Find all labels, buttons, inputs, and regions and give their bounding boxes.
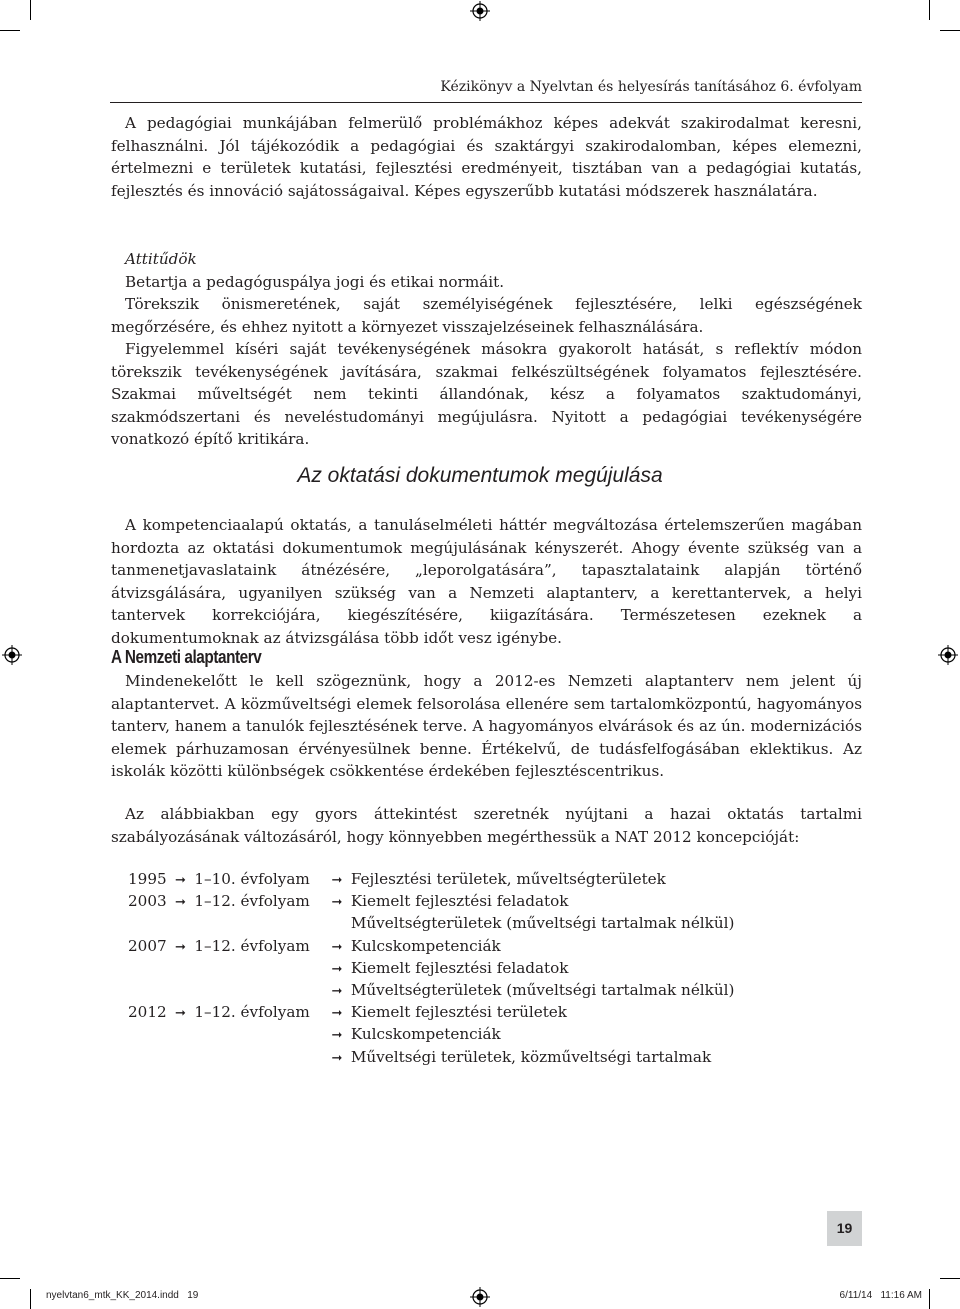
- arrow-icon: ➞: [331, 939, 343, 955]
- timeline-period: 2012 ➞ 1–12. évfolyam: [128, 1003, 310, 1022]
- footer-file-info: nyelvtan6_mtk_KK_2014.indd 19: [46, 1290, 199, 1301]
- registration-mark-right-icon: [938, 645, 958, 665]
- timeline-item: ➞ Kiemelt fejlesztési feladatok: [328, 959, 568, 977]
- arrow-icon: ➞: [331, 1028, 343, 1044]
- timeline-item: ➞ Fejlesztési területek, műveltségterületek: [328, 870, 666, 888]
- timeline-item: ➞ Kiemelt fejlesztési területek: [328, 1003, 567, 1021]
- crop-mark-top-left: [0, 30, 20, 31]
- attitudes-paragraph-1: Betartja a pedagóguspálya jogi és etikai normáit.: [125, 272, 505, 291]
- intro-paragraph: A pedagógiai munkájában felmerülő problémákhoz képes adekvát szakirodalmat keresni, felhasználni. Jól tájékozódik a pedagógiai és szaktárgyi szakirodalomban, képes elemezni, értelmezni e területek kutatási, fejlesztési eredményeit, tisztában van a pedagógiai kutatás, fejlesztés és innováció sajátosságaival. Képes egyszerűbb kutatási módszerek használatára.: [111, 114, 862, 200]
- timeline-period: 2007 ➞ 1–12. évfolyam: [128, 936, 310, 955]
- nat-block: [111, 670, 862, 783]
- crop-mark-top-right: [940, 30, 960, 31]
- arrow-icon: ➞: [331, 873, 343, 888]
- crop-mark-bottom-left: [0, 1278, 20, 1279]
- timeline-item: ➞ Kulcskompetenciák: [328, 937, 501, 955]
- timeline-item: ➞ Kulcskompetenciák: [328, 1025, 501, 1043]
- attitudes-heading: Attitűdök: [125, 250, 197, 268]
- footer-datetime: 6/11/14 11:16 AM: [839, 1290, 922, 1301]
- crop-mark-top-left-v: [30, 0, 31, 20]
- crop-mark-bottom-right: [940, 1278, 960, 1279]
- timeline-item: Műveltségterületek (műveltségi tartalmak nélkül): [350, 914, 735, 933]
- nat-paragraph-2: Az alábbiakban egy gyors áttekintést szeretnék nyújtani a hazai oktatás tartalmi szabályozásának változásáról, hogy könnyebben megérthessük a NAT 2012 koncepcióját:: [111, 805, 862, 846]
- crop-mark-bottom-right-v: [929, 1289, 930, 1309]
- arrow-icon: ➞: [175, 895, 186, 911]
- attitudes-paragraph-2: Törekszik önismeretének, saját személyiségének fejlesztésére, lelki egészségének megőrzésére, és ehhez nyitott a környezet visszajelzéseinek felhasználására.: [111, 295, 862, 336]
- arrow-icon: ➞: [331, 983, 343, 999]
- attitudes-block: [111, 248, 862, 451]
- timeline-item: ➞ Műveltségi területek, közműveltségi tartalmak: [328, 1048, 711, 1066]
- registration-mark-top-icon: [470, 1, 490, 21]
- nat-paragraph-1: Mindenekelőtt le kell szögeznünk, hogy a 2012-es Nemzeti alaptanterv nem jelent új alaptantervet. A közműveltségi elemek felsorolása ellenére sem tartalomközpontú, hagyományos tanterv, hanem a tanulók fejlesztésének terve. A hagyományos elvárások és az ún. modernizációs elemek párhuzamosan érvényesülnek benne. Értékelvű, de tudásfelfogásában eklektikus. Az iskolák közötti különbségek csökkentése érdekében fejlesztéscentrikus.: [111, 672, 862, 780]
- arrow-icon: ➞: [175, 1006, 186, 1022]
- nat-block-2: [111, 803, 862, 848]
- page-number: 19: [827, 1211, 862, 1246]
- timeline-item: ➞ Kiemelt fejlesztési feladatok: [328, 892, 568, 910]
- timeline-period: 1995 ➞ 1–10. évfolyam: [128, 870, 310, 888]
- subsection-title: A Nemzeti alaptanterv: [111, 647, 262, 667]
- arrow-icon: ➞: [331, 961, 343, 977]
- crop-mark-bottom-left-v: [30, 1289, 31, 1309]
- section-title: Az oktatási dokumentumok megújulása: [297, 464, 663, 487]
- arrow-icon: ➞: [331, 1050, 343, 1066]
- arrow-icon: ➞: [331, 895, 343, 911]
- arrow-icon: ➞: [175, 939, 186, 955]
- header-rule: [110, 102, 862, 103]
- arrow-icon: ➞: [175, 873, 186, 888]
- crop-mark-top-right-v: [929, 0, 930, 20]
- attitudes-paragraph-3: Figyelemmel kíséri saját tevékenységének másokra gyakorolt hatását, s reflektív módon törekszik tevékenységének javítására, szakmai felkészültségének folyamatos fejlesztésére. Szakmai műveltségét nem tekinti állandónak, kész a folyamatos szaktudományi, szakmódszertani és neveléstudományi megújulásra. Nyitott a pedagógiai tevékenységére vonatkozó építő kritikára.: [111, 340, 862, 448]
- running-header: Kézikönyv a Nyelvtan és helyesírás tanításához 6. évfolyam: [440, 79, 862, 95]
- arrow-icon: ➞: [331, 1006, 343, 1022]
- intro-block: [111, 112, 862, 202]
- registration-mark-bottom-icon: [470, 1287, 490, 1307]
- timeline-item: ➞ Műveltségterületek (műveltségi tartalmak nélkül): [328, 981, 734, 999]
- registration-mark-left-icon: [2, 645, 22, 665]
- section-block: [111, 514, 862, 649]
- section-paragraph: A kompetenciaalapú oktatás, a tanuláselméleti háttér megváltozása értelemszerűen magában hordozta az oktatási dokumentumok megújulásának kényszerét. Ahogy évente szükség van a tanmenetjavaslataink átnézésére, „leporolgatására”, tapasztalataink alapján történő átvizsgálására, ugyanilyen szükség van a Nemzeti alaptanterv, a kerettantervek, a helyi tantervek korrekciójára, kiegészítésére, kiigazítására. Természetesen ezeknek a dokumentumoknak az átvizsgálása több időt vesz igénybe.: [111, 516, 862, 647]
- timeline-period: 2003 ➞ 1–12. évfolyam: [128, 892, 310, 911]
